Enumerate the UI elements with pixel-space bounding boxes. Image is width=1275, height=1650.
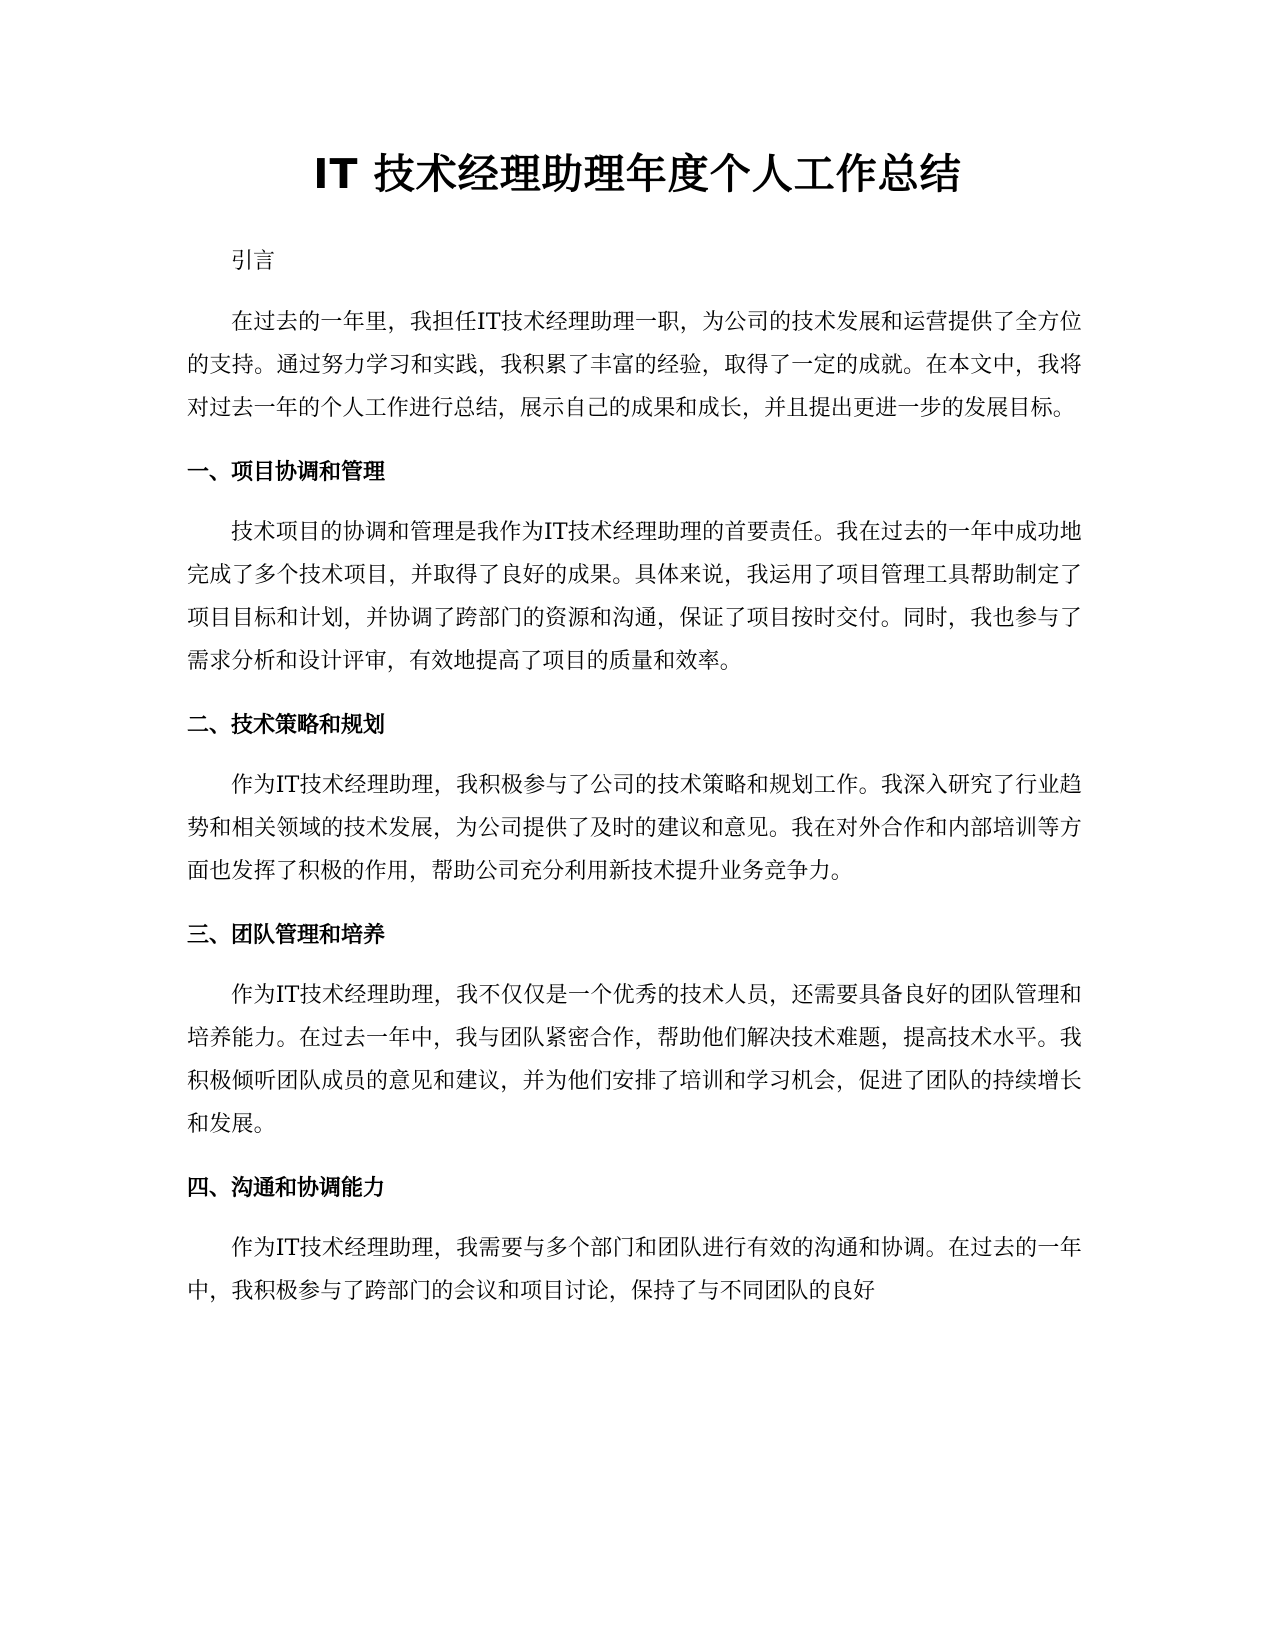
section-heading-project-coordination: 一、项目协调和管理 (187, 460, 386, 485)
section-paragraph-tech-strategy: 作为IT技术经理助理，我积极参与了公司的技术策略和规划工作。我深入研究了行业趋势和相关领域的技术发展，为公司提供了及时的建议和意见。我在对外合作和内部培训等方面也发挥了积极的作用，帮助公司充分利用新技术提升业务竞争力。 (187, 773, 1082, 884)
section-paragraph-team-management: 作为IT技术经理助理，我不仅仅是一个优秀的技术人员，还需要具备良好的团队管理和培养能力。在过去一年中，我与团队紧密合作，帮助他们解决技术难题，提高技术水平。我积极倾听团队成员的意见和建议，并为他们安排了培训和学习机会，促进了团队的持续增长和发展。 (187, 983, 1082, 1137)
section-paragraph-project-coordination: 技术项目的协调和管理是我作为IT技术经理助理的首要责任。我在过去的一年中成功地完成了多个技术项目，并取得了良好的成果。具体来说，我运用了项目管理工具帮助制定了项目目标和计划，并协调了跨部门的资源和沟通，保证了项目按时交付。同时，我也参与了需求分析和设计评审，有效地提高了项目的质量和效率。 (187, 520, 1082, 674)
document-title: IT 技术经理助理年度个人工作总结 (313, 150, 962, 198)
section-heading-tech-strategy: 二、技术策略和规划 (187, 713, 386, 738)
section-heading-communication: 四、沟通和协调能力 (187, 1176, 386, 1201)
document-body (187, 240, 1082, 1334)
intro-label: 引言 (231, 249, 276, 274)
section-heading-team-management: 三、团队管理和培养 (187, 923, 386, 948)
section-paragraph-communication: 作为IT技术经理助理，我需要与多个部门和团队进行有效的沟通和协调。在过去的一年中，我积极参与了跨部门的会议和项目讨论，保持了与不同团队的良好 (187, 1236, 1082, 1304)
intro-paragraph: 在过去的一年里，我担任IT技术经理助理一职，为公司的技术发展和运营提供了全方位的支持。通过努力学习和实践，我积累了丰富的经验，取得了一定的成就。在本文中，我将对过去一年的个人工作进行总结，展示自己的成果和成长，并且提出更进一步的发展目标。 (187, 310, 1082, 421)
